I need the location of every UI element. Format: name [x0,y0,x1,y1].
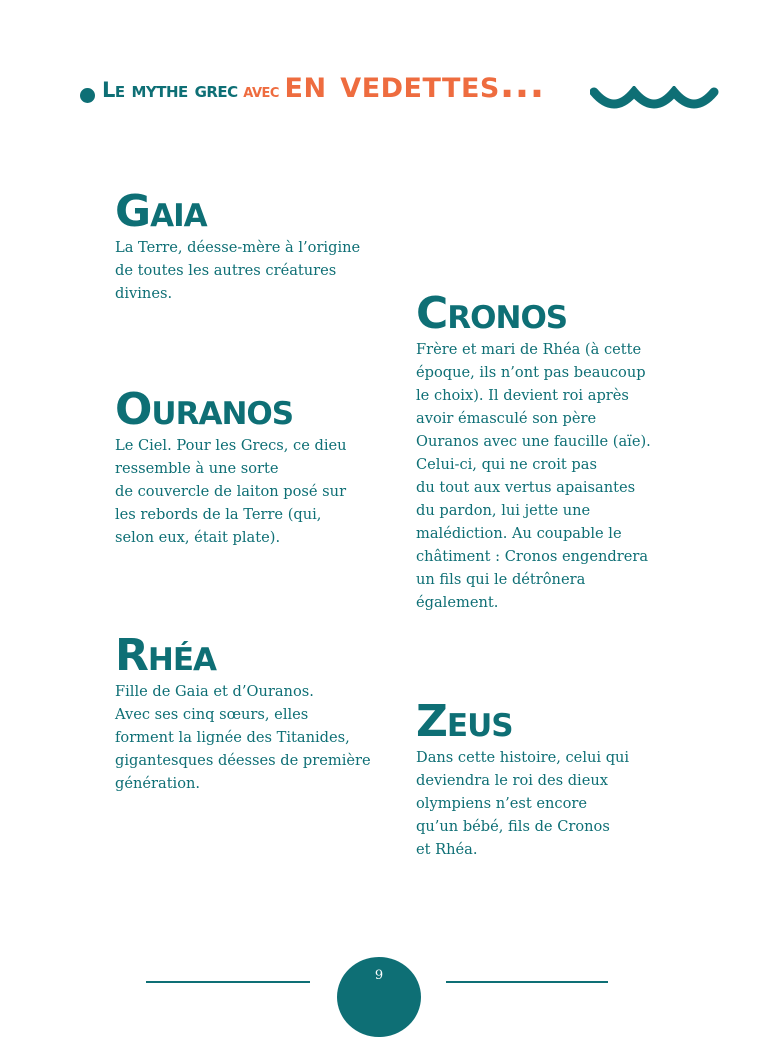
entry-ouranos [115,386,375,549]
wave-icon [590,86,722,112]
entry-title-ouranos: Ouranos [115,384,294,435]
header-title-part1: Le mythe grec [102,78,238,102]
entry-rhea [115,632,375,795]
entry-title-zeus: Zeus [416,696,513,747]
header-title-part2: avec [243,80,279,102]
footer-divider-left [146,981,310,983]
page-header [80,62,730,118]
entry-zeus [416,698,696,861]
bullet-dot-icon [80,88,95,103]
entry-cronos [416,290,696,614]
entry-text-ouranos: Le Ciel. Pour les Grecs, ce dieu ressemble à une sorte de couvercle de laiton posé sur les rebords de la Terre (qui, selon eux, était plate). [115,437,347,546]
entry-title-cronos: Cronos [416,288,568,339]
page-number: 9 [337,957,421,1037]
header-title [102,62,545,106]
entry-title-rhea: Rhéa [115,630,216,681]
entry-title-gaia: Gaia [115,186,207,237]
footer-divider-right [446,981,608,983]
entry-text-rhea: Fille de Gaia et d’Ouranos. Avec ses cinq sœurs, elles forment la lignée des Titanides, gigantesques déesses de première génération. [115,683,371,792]
entry-gaia [115,188,375,305]
entry-text-gaia: La Terre, déesse-mère à l’origine de toutes les autres créatures divines. [115,239,361,302]
entry-text-cronos: Frère et mari de Rhéa (à cette époque, ils n’ont pas beaucoup le choix). Il devient roi après avoir émasculé son père Ouranos avec une faucille (aïe). Celui-ci, qui ne croit pas du tout aux vertus apaisantes du pardon, lui jette une malédiction. Au coupable le châtiment : Cronos engendrera un fils qui le détrônera également. [416,341,651,611]
entry-text-zeus: Dans cette histoire, celui qui deviendra le roi des dieux olympiens n’est encore qu’un bébé, fils de Cronos et Rhéa. [416,749,630,858]
header-title-part3: en vedettes... [284,62,545,106]
